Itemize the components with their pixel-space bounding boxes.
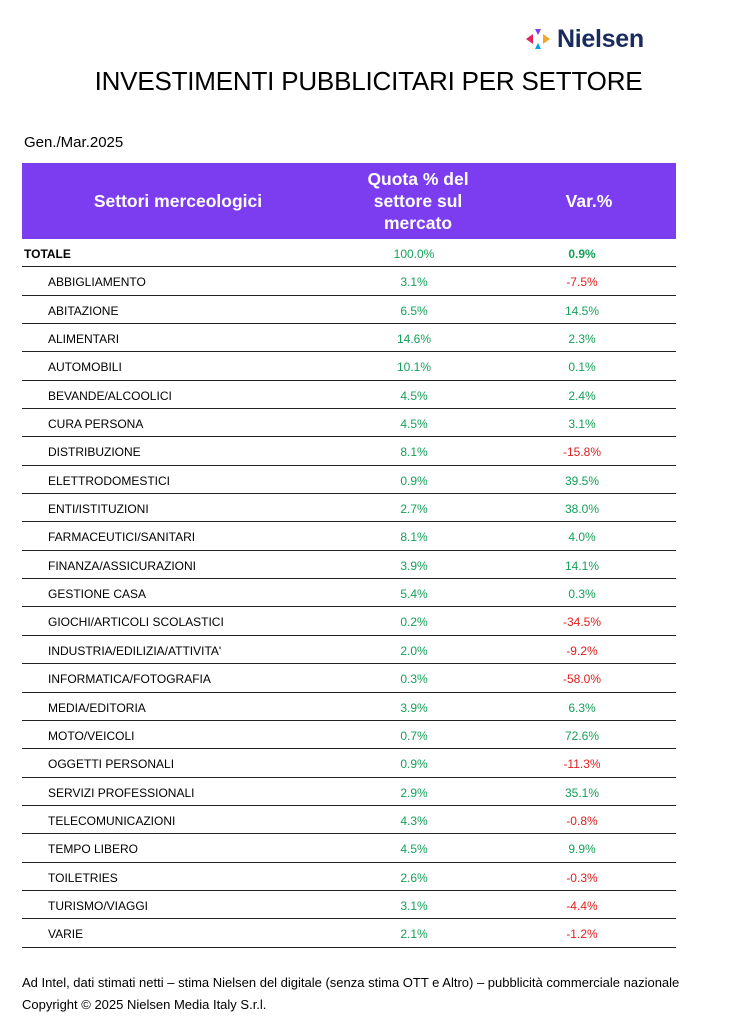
row-var: 0.9%: [568, 247, 596, 261]
row-var: -11.3%: [563, 757, 601, 772]
row-share: 3.1%: [400, 275, 428, 290]
table-row: [22, 494, 676, 522]
row-share: 8.1%: [400, 445, 428, 460]
row-label: INFORMATICA/FOTOGRAFIA: [48, 672, 211, 687]
row-label: ABITAZIONE: [48, 303, 119, 318]
row-label: MEDIA/EDITORIA: [48, 700, 146, 715]
table-row: [22, 664, 676, 692]
row-var: 14.1%: [564, 558, 600, 573]
table-row: [22, 437, 676, 465]
row-share: 3.1%: [400, 898, 428, 913]
row-label: VARIE: [48, 927, 84, 942]
table-row: [22, 522, 676, 550]
row-var: -0.8%: [566, 813, 598, 828]
row-share: 4.5%: [400, 842, 428, 857]
row-var: 2.4%: [568, 388, 596, 403]
table-row-total: [22, 239, 676, 267]
table-header: [22, 163, 676, 239]
row-var: 35.1%: [564, 785, 600, 800]
footer-source: Ad Intel, dati stimati netti – stima Nielsen del digitale (senza stima OTT e Altro) – pubblicità commerciale nazionale: [22, 975, 680, 990]
row-var: -9.2%: [566, 643, 598, 658]
row-share: 0.2%: [400, 615, 428, 630]
row-share: 10.1%: [396, 360, 432, 375]
table-row: [22, 806, 676, 834]
row-share: 3.9%: [400, 700, 428, 715]
row-share: 8.1%: [400, 530, 428, 545]
row-label: SERVIZI PROFESSIONALI: [48, 785, 195, 800]
row-label: TURISMO/VIAGGI: [48, 898, 149, 913]
row-var: -34.5%: [562, 615, 602, 630]
row-label: DISTRIBUZIONE: [48, 445, 141, 460]
table-row: [22, 919, 676, 947]
table-row: [22, 891, 676, 919]
row-label: ABBIGLIAMENTO: [48, 275, 146, 290]
row-label: INDUSTRIA/EDILIZIA/ATTIVITA': [48, 643, 222, 658]
row-label: GIOCHI/ARTICOLI SCOLASTICI: [48, 615, 224, 630]
table-row: [22, 636, 676, 664]
period-label: Gen./Mar.2025: [24, 134, 124, 151]
row-share: 4.5%: [400, 388, 428, 403]
brand-name: Nielsen: [557, 24, 644, 53]
row-var: 0.1%: [568, 360, 596, 375]
row-share: 6.5%: [400, 303, 428, 318]
row-share: 0.3%: [400, 672, 428, 687]
table-row: [22, 551, 676, 579]
table-row: [22, 693, 676, 721]
row-share: 0.7%: [400, 728, 428, 743]
page-title: INVESTIMENTI PUBBLICITARI PER SETTORE: [94, 66, 643, 96]
table-row: [22, 863, 676, 891]
header-share-text: Quota % del settore sul mercato: [367, 169, 469, 233]
row-var: -1.2%: [566, 927, 598, 942]
row-share: 14.6%: [396, 332, 432, 347]
nielsen-mark-icon: [524, 25, 556, 53]
row-var: -15.8%: [562, 445, 602, 460]
nielsen-logo: [524, 24, 644, 54]
row-share: 2.1%: [400, 927, 428, 942]
row-label: ENTI/ISTITUZIONI: [48, 502, 149, 517]
row-share: 2.0%: [400, 643, 428, 658]
row-var: 72.6%: [564, 728, 600, 743]
row-label: GESTIONE CASA: [48, 587, 147, 602]
table-row: [22, 352, 676, 380]
header-share: [334, 163, 502, 239]
row-var: 3.1%: [568, 417, 596, 432]
sector-table: [22, 239, 676, 948]
header-var: Var.%: [565, 191, 613, 211]
table-row: [22, 296, 676, 324]
row-label: TELECOMUNICAZIONI: [48, 813, 176, 828]
row-label: TOILETRIES: [48, 870, 118, 885]
row-var: -0.3%: [566, 870, 598, 885]
row-share: 2.6%: [400, 870, 428, 885]
table-row: [22, 721, 676, 749]
row-label: ELETTRODOMESTICI: [48, 473, 171, 488]
row-label: MOTO/VEICOLI: [48, 728, 135, 743]
row-var: 38.0%: [564, 502, 600, 517]
table-row: [22, 607, 676, 635]
row-share: 0.9%: [400, 757, 428, 772]
row-var: 6.3%: [568, 700, 596, 715]
table-row: [22, 749, 676, 777]
header-sector: Settori merceologici: [93, 191, 263, 211]
row-var: 9.9%: [568, 842, 596, 857]
row-label: TEMPO LIBERO: [48, 842, 139, 857]
row-var: 39.5%: [564, 473, 600, 488]
row-share: 100.0%: [393, 247, 435, 261]
row-label: BEVANDE/ALCOOLICI: [48, 388, 172, 403]
row-label: CURA PERSONA: [48, 417, 144, 432]
row-share: 5.4%: [400, 587, 428, 602]
row-label: ALIMENTARI: [48, 332, 120, 347]
row-var: 4.0%: [568, 530, 596, 545]
row-share: 4.3%: [400, 813, 428, 828]
row-share: 0.9%: [400, 473, 428, 488]
row-var: -7.5%: [566, 275, 598, 290]
row-var: -58.0%: [562, 672, 602, 687]
table-row: [22, 834, 676, 862]
footer-copyright: Copyright © 2025 Nielsen Media Italy S.r.l.: [22, 997, 267, 1012]
row-var: 2.3%: [568, 332, 596, 347]
row-var: 14.5%: [564, 303, 600, 318]
row-share: 4.5%: [400, 417, 428, 432]
table-row: [22, 778, 676, 806]
row-share: 3.9%: [400, 558, 428, 573]
row-var: -4.4%: [566, 898, 598, 913]
table-row: [22, 466, 676, 494]
table-row: [22, 381, 676, 409]
table-row: [22, 324, 676, 352]
row-label: FINANZA/ASSICURAZIONI: [48, 558, 197, 573]
row-var: 0.3%: [568, 587, 596, 602]
row-label: AUTOMOBILI: [48, 360, 122, 375]
row-label: FARMACEUTICI/SANITARI: [48, 530, 196, 545]
table-row: [22, 579, 676, 607]
table-row: [22, 267, 676, 295]
table-row: [22, 409, 676, 437]
row-label: TOTALE: [24, 247, 71, 261]
row-label: OGGETTI PERSONALI: [48, 757, 175, 772]
row-share: 2.7%: [400, 502, 428, 517]
row-share: 2.9%: [400, 785, 428, 800]
